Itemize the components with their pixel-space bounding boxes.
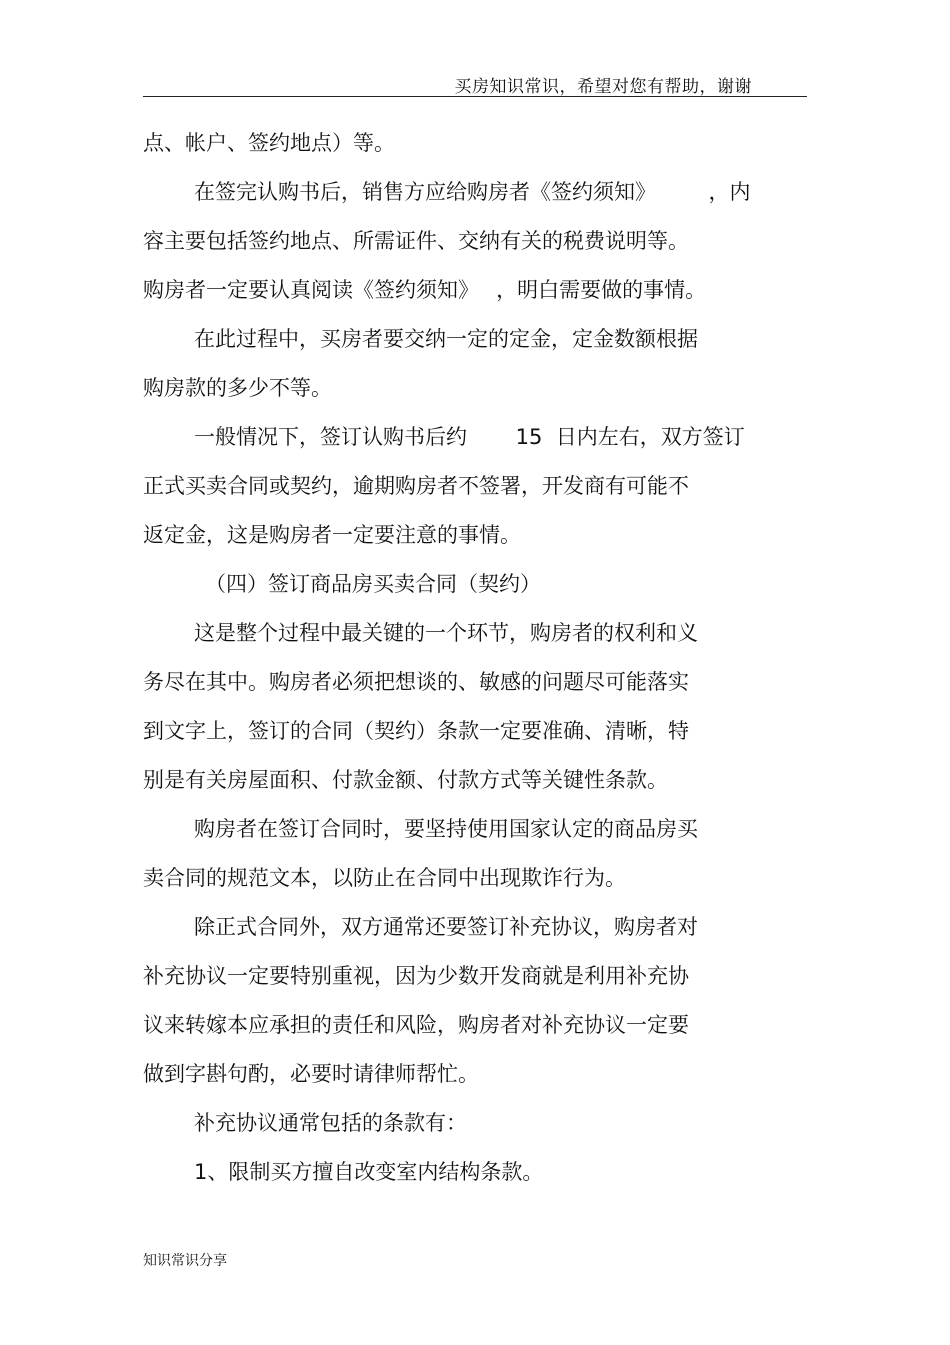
document-body xyxy=(143,119,807,1197)
body-line: 正式买卖合同或契约，逾期购房者不签署，开发商有可能不 xyxy=(143,474,689,498)
body-line: 一般情况下，签订认购书后约 15 日内左右，双方签订 xyxy=(194,425,745,449)
body-line: 在此过程中，买房者要交纳一定的定金，定金数额根据 xyxy=(194,327,698,351)
body-line: 购房者一定要认真阅读《签约须知》 ，明白需要做的事情。 xyxy=(143,278,707,302)
body-line: 务尽在其中。购房者必须把想谈的、敏感的问题尽可能落实 xyxy=(143,670,689,694)
page-footer-text: 知识常识分享 xyxy=(143,1253,227,1269)
body-line: 卖合同的规范文本，以防止在合同中出现欺诈行为。 xyxy=(143,866,626,890)
body-line: 补充协议一定要特别重视，因为少数开发商就是利用补充协 xyxy=(143,964,689,988)
body-line: 在签完认购书后，销售方应给购房者《签约须知》 ，内 xyxy=(194,180,751,204)
body-line: 别是有关房屋面积、付款金额、付款方式等关键性条款。 xyxy=(143,768,668,792)
body-line: 做到字斟句酌，必要时请律师帮忙。 xyxy=(143,1062,479,1086)
body-line: 购房者在签订合同时，要坚持使用国家认定的商品房买 xyxy=(194,817,698,841)
body-line: 到文字上，签订的合同（契约）条款一定要准确、清晰，特 xyxy=(143,719,689,743)
body-line: 点、帐户、签约地点）等。 xyxy=(143,131,395,155)
section-heading: （四）签订商品房买卖合同（契约） xyxy=(205,572,541,596)
body-line: 除正式合同外，双方通常还要签订补充协议，购房者对 xyxy=(194,915,698,939)
header-divider xyxy=(143,96,807,97)
body-line: 返定金，这是购房者一定要注意的事情。 xyxy=(143,523,521,547)
body-line: 容主要包括签约地点、所需证件、交纳有关的税费说明等。 xyxy=(143,229,689,253)
body-line: 这是整个过程中最关键的一个环节，购房者的权利和义 xyxy=(194,621,698,645)
body-line: 购房款的多少不等。 xyxy=(143,376,332,400)
body-line: 补充协议通常包括的条款有： xyxy=(194,1111,467,1135)
page-header-text: 买房知识常识，希望对您有帮助，谢谢 xyxy=(454,77,752,97)
list-item: 1、限制买方擅自改变室内结构条款。 xyxy=(194,1160,544,1184)
body-line: 议来转嫁本应承担的责任和风险，购房者对补充协议一定要 xyxy=(143,1013,689,1037)
